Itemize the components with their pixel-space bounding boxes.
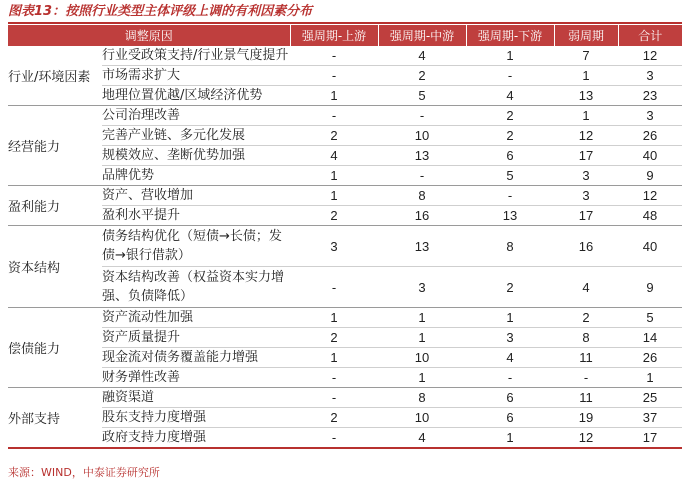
title-rule xyxy=(8,22,682,24)
value-cell: 3 xyxy=(618,66,682,86)
value-cell: - xyxy=(290,428,378,449)
reason-cell: 公司治理改善 xyxy=(102,106,290,126)
table-row xyxy=(8,408,682,428)
value-cell: 1 xyxy=(290,86,378,106)
source-note: 来源：WIND，中泰证券研究所 xyxy=(8,466,160,479)
value-cell: 6 xyxy=(466,388,554,408)
value-cell: 3 xyxy=(290,226,378,267)
value-cell: 2 xyxy=(466,267,554,308)
value-cell: 4 xyxy=(290,146,378,166)
value-cell: 1 xyxy=(466,428,554,449)
value-cell: 2 xyxy=(290,328,378,348)
category-cell: 盈利能力 xyxy=(8,186,102,226)
value-cell: 2 xyxy=(378,66,466,86)
table-row xyxy=(8,166,682,186)
value-cell: 5 xyxy=(378,86,466,106)
value-cell: - xyxy=(290,267,378,308)
value-cell: 10 xyxy=(378,348,466,368)
value-cell: 3 xyxy=(554,186,618,206)
reason-cell: 财务弹性改善 xyxy=(102,368,290,388)
value-cell: 1 xyxy=(554,66,618,86)
reason-cell: 资产、营收增加 xyxy=(102,186,290,206)
factor-table xyxy=(8,25,682,449)
table-row xyxy=(8,428,682,449)
value-cell: 1 xyxy=(466,308,554,328)
value-cell: 16 xyxy=(378,206,466,226)
value-cell: 4 xyxy=(378,428,466,449)
value-cell: 6 xyxy=(466,408,554,428)
value-cell: 5 xyxy=(618,308,682,328)
value-cell: 3 xyxy=(466,328,554,348)
reason-cell: 地理位置优越/区域经济优势 xyxy=(102,86,290,106)
category-cell: 外部支持 xyxy=(8,388,102,449)
value-cell: 2 xyxy=(290,126,378,146)
value-cell: 48 xyxy=(618,206,682,226)
table-row xyxy=(8,86,682,106)
reason-cell: 现金流对债务覆盖能力增强 xyxy=(102,348,290,368)
value-cell: 11 xyxy=(554,388,618,408)
value-cell: - xyxy=(290,106,378,126)
reason-cell: 资产质量提升 xyxy=(102,328,290,348)
reason-cell: 品牌优势 xyxy=(102,166,290,186)
value-cell: 1 xyxy=(466,46,554,66)
value-cell: 3 xyxy=(618,106,682,126)
value-cell: 6 xyxy=(466,146,554,166)
value-cell: - xyxy=(290,368,378,388)
header-upstream: 强周期-上游 xyxy=(290,25,378,46)
value-cell: - xyxy=(290,46,378,66)
value-cell: 12 xyxy=(618,186,682,206)
value-cell: - xyxy=(378,166,466,186)
category-cell: 偿债能力 xyxy=(8,308,102,388)
category-cell: 行业/环境因素 xyxy=(8,46,102,106)
value-cell: 10 xyxy=(378,126,466,146)
table-row xyxy=(8,146,682,166)
value-cell: 8 xyxy=(378,388,466,408)
value-cell: 13 xyxy=(554,86,618,106)
category-cell: 资本结构 xyxy=(8,226,102,308)
value-cell: 17 xyxy=(554,146,618,166)
value-cell: 13 xyxy=(378,146,466,166)
value-cell: 2 xyxy=(290,206,378,226)
value-cell: 13 xyxy=(378,226,466,267)
value-cell: 8 xyxy=(378,186,466,206)
value-cell: 4 xyxy=(466,348,554,368)
reason-cell: 政府支持力度增强 xyxy=(102,428,290,449)
value-cell: 26 xyxy=(618,126,682,146)
table-row xyxy=(8,46,682,66)
value-cell: 1 xyxy=(290,186,378,206)
figure-title: 图表13：按照行业类型主体评级上调的有利因素分布 xyxy=(8,4,313,19)
value-cell: 1 xyxy=(554,106,618,126)
value-cell: 16 xyxy=(554,226,618,267)
value-cell: 12 xyxy=(554,428,618,449)
reason-cell: 市场需求扩大 xyxy=(102,66,290,86)
reason-cell: 资产流动性加强 xyxy=(102,308,290,328)
value-cell: 25 xyxy=(618,388,682,408)
value-cell: 11 xyxy=(554,348,618,368)
value-cell: 1 xyxy=(378,328,466,348)
table-row xyxy=(8,186,682,206)
table-row xyxy=(8,267,682,308)
value-cell: - xyxy=(554,368,618,388)
value-cell: 26 xyxy=(618,348,682,368)
reason-cell: 规模效应、垄断优势加强 xyxy=(102,146,290,166)
value-cell: 1 xyxy=(290,348,378,368)
reason-cell: 股东支持力度增强 xyxy=(102,408,290,428)
value-cell: 2 xyxy=(554,308,618,328)
reason-cell: 行业受政策支持/行业景气度提升 xyxy=(102,46,290,66)
value-cell: - xyxy=(290,388,378,408)
value-cell: 2 xyxy=(466,126,554,146)
value-cell: 3 xyxy=(554,166,618,186)
header-downstream: 强周期-下游 xyxy=(466,25,554,46)
value-cell: 4 xyxy=(554,267,618,308)
value-cell: - xyxy=(466,186,554,206)
value-cell: 23 xyxy=(618,86,682,106)
table-row xyxy=(8,106,682,126)
table-row xyxy=(8,66,682,86)
reason-cell: 债务结构优化（短债→长债；发债→银行借款） xyxy=(102,226,290,267)
value-cell: 1 xyxy=(290,308,378,328)
value-cell: 19 xyxy=(554,408,618,428)
table-row xyxy=(8,348,682,368)
table-row xyxy=(8,308,682,328)
value-cell: 40 xyxy=(618,146,682,166)
value-cell: 40 xyxy=(618,226,682,267)
value-cell: 1 xyxy=(378,368,466,388)
value-cell: 12 xyxy=(554,126,618,146)
header-midstream: 强周期-中游 xyxy=(378,25,466,46)
value-cell: 8 xyxy=(554,328,618,348)
value-cell: 1 xyxy=(290,166,378,186)
value-cell: 2 xyxy=(466,106,554,126)
value-cell: - xyxy=(466,66,554,86)
value-cell: 9 xyxy=(618,267,682,308)
table-row xyxy=(8,126,682,146)
value-cell: 1 xyxy=(618,368,682,388)
value-cell: - xyxy=(466,368,554,388)
value-cell: 14 xyxy=(618,328,682,348)
header-reason: 调整原因 xyxy=(8,25,290,46)
value-cell: - xyxy=(378,106,466,126)
value-cell: 7 xyxy=(554,46,618,66)
value-cell: 2 xyxy=(290,408,378,428)
value-cell: - xyxy=(290,66,378,86)
reason-cell: 完善产业链、多元化发展 xyxy=(102,126,290,146)
value-cell: 5 xyxy=(466,166,554,186)
value-cell: 3 xyxy=(378,267,466,308)
value-cell: 37 xyxy=(618,408,682,428)
table-body xyxy=(8,46,682,448)
value-cell: 12 xyxy=(618,46,682,66)
value-cell: 10 xyxy=(378,408,466,428)
value-cell: 9 xyxy=(618,166,682,186)
table-row xyxy=(8,328,682,348)
table-row xyxy=(8,206,682,226)
value-cell: 17 xyxy=(618,428,682,449)
value-cell: 1 xyxy=(378,308,466,328)
header-weak-cycle: 弱周期 xyxy=(554,25,618,46)
reason-cell: 盈利水平提升 xyxy=(102,206,290,226)
value-cell: 13 xyxy=(466,206,554,226)
table-row xyxy=(8,388,682,408)
header-row xyxy=(8,25,682,46)
header-total: 合计 xyxy=(618,25,682,46)
value-cell: 17 xyxy=(554,206,618,226)
table-row xyxy=(8,368,682,388)
category-cell: 经营能力 xyxy=(8,106,102,186)
reason-cell: 融资渠道 xyxy=(102,388,290,408)
value-cell: 8 xyxy=(466,226,554,267)
value-cell: 4 xyxy=(378,46,466,66)
reason-cell: 资本结构改善（权益资本实力增强、负债降低） xyxy=(102,267,290,308)
table-row xyxy=(8,226,682,267)
value-cell: 4 xyxy=(466,86,554,106)
